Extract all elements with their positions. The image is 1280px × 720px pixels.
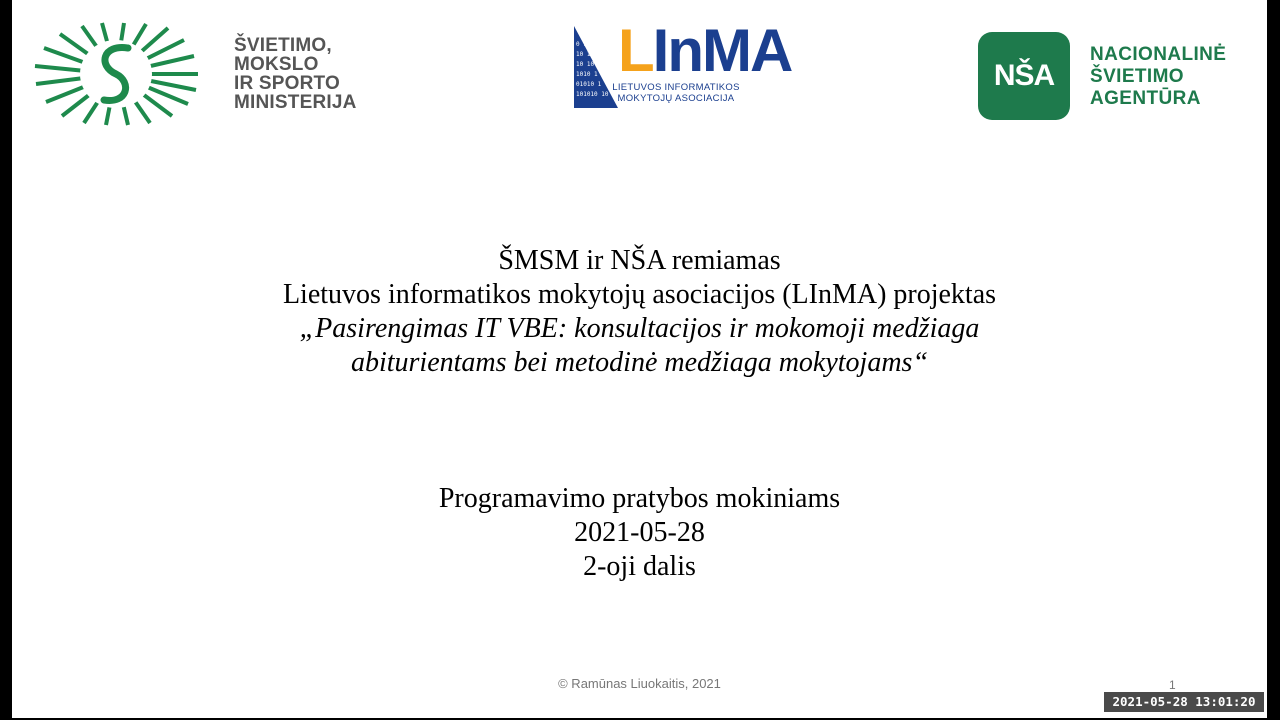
- nsa-mark: NŠA: [978, 32, 1070, 120]
- nsa-logo: [978, 32, 1258, 122]
- svg-text:0 1: 0 1: [576, 41, 587, 48]
- lesson-part: 2-oji dalis: [583, 551, 696, 582]
- copyright-footer: © Ramūnas Liuokaitis, 2021: [558, 676, 721, 691]
- lesson-info: [12, 482, 1267, 584]
- svg-text:10 10: 10 10: [576, 61, 595, 68]
- ministry-emblem-icon: [32, 20, 202, 130]
- project-description: [12, 244, 1267, 380]
- linma-wordmark-rest: InMA: [652, 17, 792, 84]
- linma-logo: [572, 16, 792, 112]
- linma-subtitle-line: LIETUVOS INFORMATIKOS: [612, 82, 740, 93]
- project-title-line: „Pasirengimas IT VBE: konsultacijos ir mokomoji medžiaga: [299, 313, 980, 344]
- svg-text:01010 1: 01010 1: [576, 81, 602, 88]
- ministry-name-line: ŠVIETIMO,: [234, 35, 332, 56]
- nsa-name-line: AGENTŪRA: [1090, 88, 1201, 109]
- ministry-name: [234, 36, 357, 112]
- project-title-line: abiturientams bei metodinė medžiaga mokytojams“: [350, 347, 929, 378]
- right-border: [1267, 0, 1280, 720]
- ministry-logo: [32, 20, 357, 130]
- recording-timestamp: 2021-05-28 13:01:20: [1104, 692, 1264, 712]
- linma-subtitle-line: MOKYTOJŲ ASOCIACIJA: [617, 93, 735, 104]
- page-number: 1: [1169, 678, 1176, 692]
- nsa-name: [1090, 44, 1226, 110]
- presentation-slide: [12, 0, 1267, 718]
- lesson-date: 2021-05-28: [574, 517, 705, 548]
- nsa-name-line: ŠVIETIMO: [1090, 66, 1184, 87]
- linma-wordmark: [618, 17, 792, 84]
- ministry-name-line: MINISTERIJA: [234, 92, 357, 113]
- nsa-name-line: NACIONALINĖ: [1090, 44, 1227, 65]
- svg-text:101010 10: 101010 10: [576, 91, 609, 98]
- linma-subtitle: [600, 82, 752, 104]
- project-line: Lietuvos informatikos mokytojų asociacijos (LInMA) projektas: [282, 279, 997, 310]
- sponsor-line: ŠMSM ir NŠA remiamas: [498, 245, 781, 276]
- svg-text:10 1: 10 1: [576, 51, 591, 58]
- svg-text:1010 1: 1010 1: [576, 71, 598, 78]
- ministry-name-line: IR SPORTO: [234, 73, 340, 94]
- linma-wordmark-l: L: [618, 17, 653, 84]
- ministry-name-line: MOKSLO: [234, 54, 319, 75]
- lesson-title: Programavimo pratybos mokiniams: [438, 483, 841, 514]
